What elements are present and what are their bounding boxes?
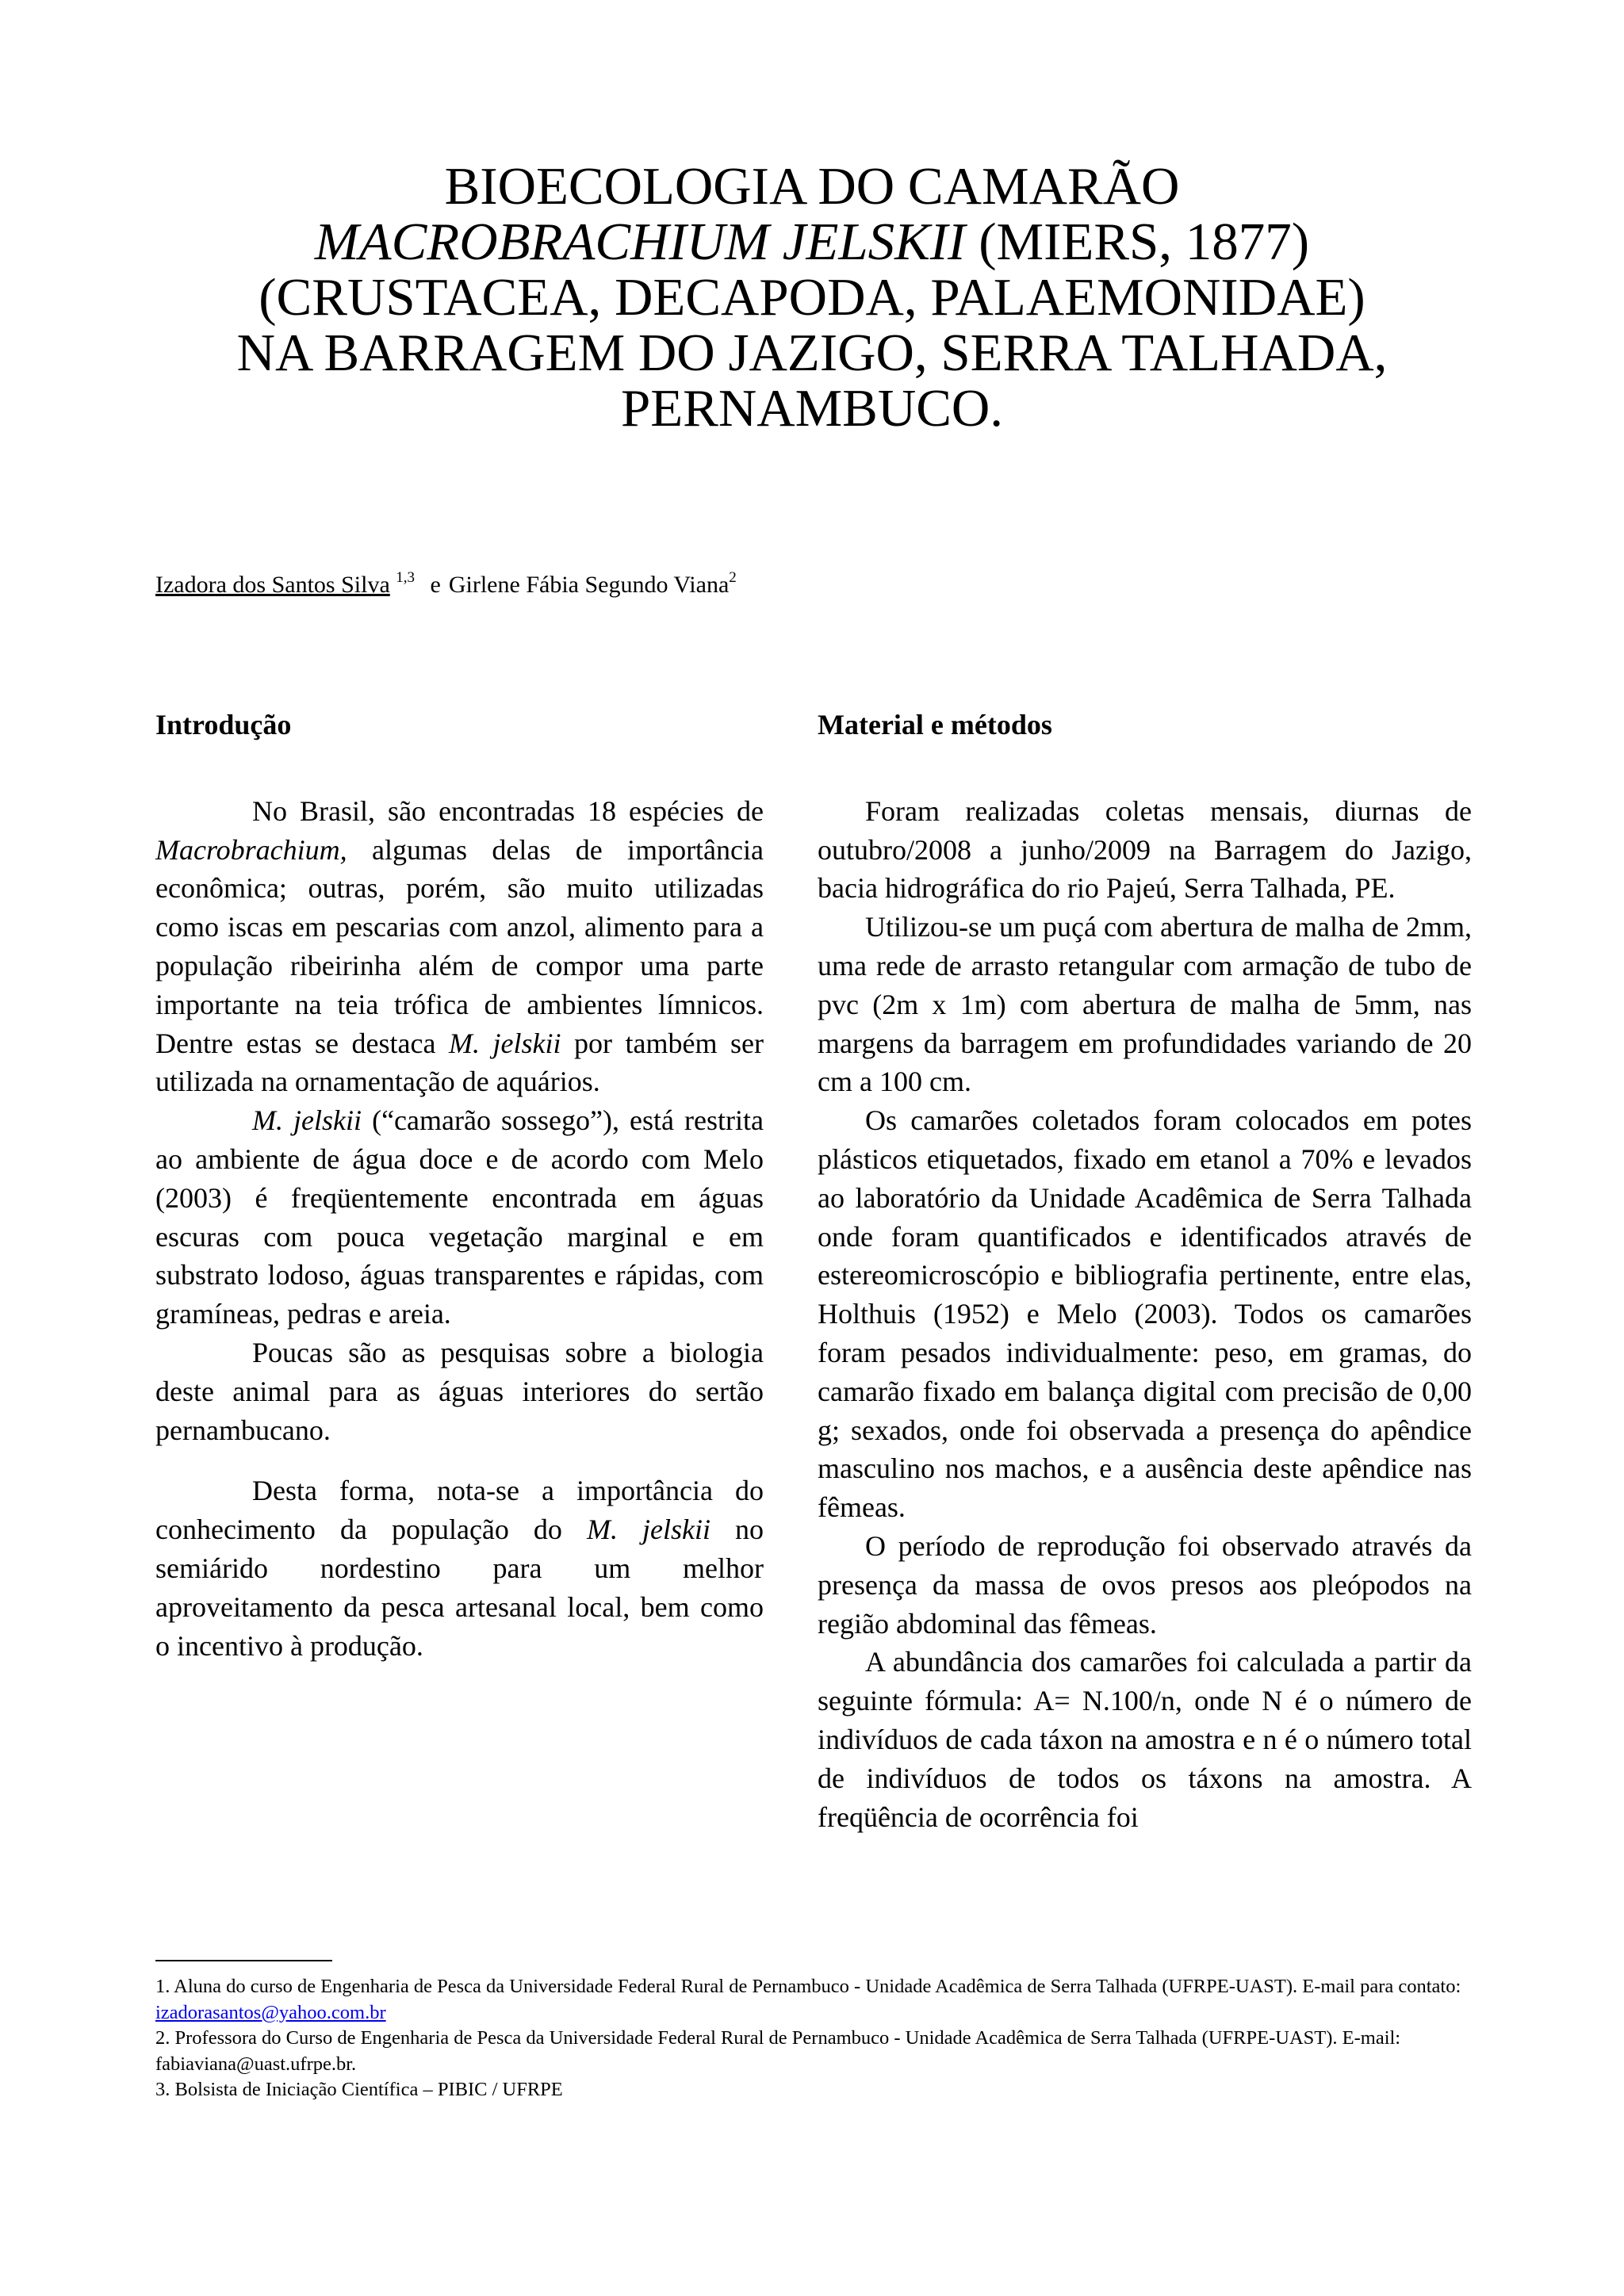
title-author-year: (MIERS, 1877) — [965, 212, 1310, 271]
title-line-4: NA BARRAGEM DO JAZIGO, SERRA TALHADA, — [236, 323, 1388, 382]
intro-p1-species: M. jelskii — [448, 1027, 561, 1059]
intro-paragraph-2 — [155, 1101, 764, 1334]
methods-heading: Material e métodos — [818, 709, 1052, 740]
title-species-name: MACROBRACHIUM JELSKII — [314, 212, 966, 271]
author-1: Izadora dos Santos Silva — [155, 572, 390, 598]
footnote-1 — [155, 1974, 1472, 2026]
intro-paragraph-1 — [155, 792, 764, 1101]
intro-p1-text-c: por também ser utilizada na ornamentação de aquários. — [155, 1027, 764, 1098]
intro-p4-text-a: Desta forma, nota-se a importância do conhecimento da população do — [155, 1475, 764, 1546]
email-link[interactable]: izadorasantos@yahoo.com.br — [155, 2001, 386, 2023]
footnotes — [155, 1974, 1472, 2103]
footnote-2: 2. Professora do Curso de Engenharia de Pesca da Universidade Federal Rural de Pernambuco - Unidade Acadêmica de Serra Talhada (UFRPE-UAST). E-mail: fabiaviana@uast.ufrpe.br. — [155, 2027, 1401, 2075]
intro-p2-text: (“camarão sossego”), está restrita ao ambiente de água doce e de acordo com Melo (2003) é freqüentemente encontrada em águas escuras com pouca vegetação marginal e em substrato lodoso, águas transparentes e rápidas, com gramíneas, pedras e areia. — [155, 1104, 764, 1330]
methods-section — [818, 706, 1472, 1836]
intro-p4-species: M. jelskii — [586, 1513, 710, 1546]
author-1-affiliation: 1,3 — [396, 569, 416, 586]
intro-p1-genus: Macrobrachium, — [155, 833, 347, 866]
methods-paragraph-3: Os camarões coletados foram colocados em potes plásticos etiquetados, fixado em etanol a 70% e levados ao laboratório da Unidade Acadêmica de Serra Talhada onde foram quantificados e identificados através de estereomicroscópio e bibliografia pertinente, entre elas, Holthuis (1952) e Melo (2003). Todos os camarões foram pesados individualmente: peso, em gramas, do camarão fixado em balança digital com precisão de 0,00 g; sexados, onde foi observada a presença do apêndice masculino nos machos, e a ausência deste apêndice nas fêmeas. — [818, 1104, 1472, 1524]
author-2-affiliation: 2 — [729, 569, 737, 586]
methods-paragraph-2: Utilizou-se um puçá com abertura de malha de 2mm, uma rede de arrasto retangular com armação de tubo de pvc (2m x 1m) com abertura de malha de 5mm, nas margens da barragem em profundidades variando de 20 cm a 100 cm. — [818, 911, 1472, 1098]
title-line-1: BIOECOLOGIA DO CAMARÃO — [444, 157, 1180, 216]
title-line-3: (CRUSTACEA, DECAPODA, PALAEMONIDAE) — [259, 268, 1365, 327]
footnote-divider — [155, 1960, 332, 1961]
intro-p2-species: M. jelskii — [252, 1104, 362, 1137]
methods-paragraph-4: O período de reprodução foi observado através da presença da massa de ovos presos aos pleópodos na região abdominal das fêmeas. — [818, 1529, 1472, 1640]
author-line — [155, 569, 737, 601]
methods-paragraph-1: Foram realizadas coletas mensais, diurnas de outubro/2008 a junho/2009 na Barragem do Jazigo, bacia hidrográfica do rio Pajeú, Serra Talhada, PE. — [818, 794, 1472, 905]
methods-paragraph-5: A abundância dos camarões foi calculada a partir da seguinte fórmula: A= N.100/n, onde N é o número de indivíduos de cada táxon na amostra e n é o número total de indivíduos de todos os táxons na amostra. A freqüência de ocorrência foi — [818, 1646, 1472, 1833]
title-line-5: PERNAMBUCO. — [620, 379, 1004, 438]
paper-title — [127, 159, 1497, 436]
footnote-3: 3. Bolsista de Iniciação Científica – PIBIC / UFRPE — [155, 2079, 563, 2100]
intro-paragraph-3: Poucas são as pesquisas sobre a biologia deste animal para as águas interiores do sertão pernambucano. — [155, 1336, 764, 1446]
author-connector: e — [430, 572, 441, 598]
footnote-1-text: 1. Aluna do curso de Engenharia de Pesca da Universidade Federal Rural de Pernambuco - Unidade Acadêmica de Serra Talhada (UFRPE-UAST). E-mail para contato: — [155, 1976, 1461, 1997]
introduction-section — [155, 706, 764, 1665]
author-2: Girlene Fábia Segundo Viana — [448, 572, 730, 598]
intro-p1-text-b: algumas delas de importância econômica; outras, porém, são muito utilizadas como iscas em pescarias com anzol, alimento para a população ribeirinha além de compor uma parte importante na teia trófica de ambientes límnicos. Dentre estas se destaca — [155, 833, 764, 1059]
intro-p1-text-a: No Brasil, são encontradas 18 espécies de — [252, 794, 764, 827]
introduction-heading: Introdução — [155, 709, 292, 740]
title-line-2 — [127, 214, 1497, 270]
intro-paragraph-4 — [155, 1471, 764, 1665]
intro-p4-text-b: no semiárido nordestino para um melhor aproveitamento da pesca artesanal local, bem como o incentivo à produção. — [155, 1513, 764, 1662]
